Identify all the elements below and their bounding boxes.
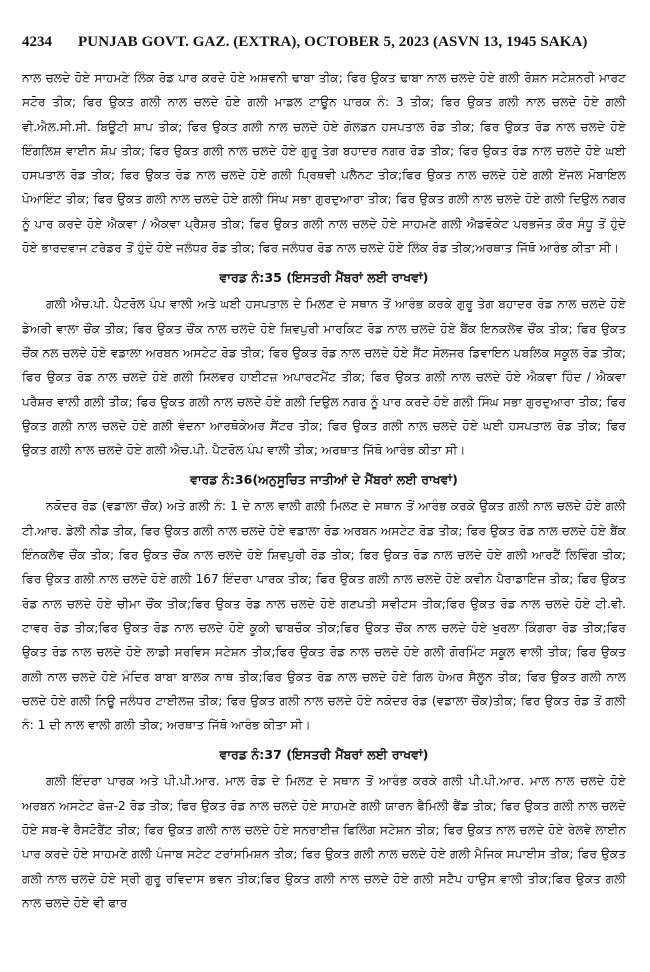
ward-35-heading: ਵਾਰਡ ਨੰ:35 (ਇਸਤਰੀ ਮੈਂਬਰਾਂ ਲਈ ਰਾਖਵਾਂ)	[219, 270, 429, 286]
page-number: 4234	[22, 34, 52, 50]
ward-37-heading: ਵਾਰਡ ਨੰ:37 (ਇਸਤਰੀ ਮੈਂਬਰਾਂ ਲਈ ਰਾਖਵਾਂ)	[219, 747, 429, 763]
ward-36-text: ਨਕੋਦਰ ਰੋਡ (ਵਡਾਲਾ ਚੌਂਕ) ਅਤੇ ਗਲੀ ਨੰ: 1 ਦੇ ਨਾਲ ਵਾਲੀ ਗਲੀ ਮਿਲਣ ਦੇ ਸਥਾਨ ਤੋਂ ਆਰੰਭ ਕਰਕੇ ਉਕਤ ਗਲੀ ਨਾਲ ਚਲਦੇ ਹੋਏ ਗਲੀ ਟੀ.ਆਰ. ਡੇਲੀ ਨੀਡ ਤੀਕ, ਫਿਰ ਉਕਤ ਗਲੀ ਨਾਲ ਚਲਦੇ ਹੋਏ ਵਡਾਲਾ ਰੋਡ ਅਰਬਨ ਅਸਟੇਟ ਰੋਡ ਤੀਕ; ਫਿਰ ਉਕਤ ਰੋਡ ਨਾਲ ਚਲਦੇ ਹੋਏ ਬੈਂਕ ਇੰਨਕਲੇਵ ਚੌਂਕ ਤੀਕ; ਫਿਰ ਉਕਤ ਚੌਂਕ ਨਾਲ ਚਲਦੇ ਹੋਏ ਸ਼ਿਵਪੁਰੀ ਰੋਡ ਤੀਕ; ਫਿਰ ਉਕਤ ਰੋਡ ਨਾਲ ਚਲਦੇ ਹੋਏ ਗਲੀ ਆਰਟੈਂ ਲਿਵਿੰਗ ਤੀਕ; ਫਿਰ ਉਕਤ ਗਲੀ ਨਾਲ ਚਲਦੇ ਹੋਏ ਗਲੀ 167 ਇੰਦਰਾ ਪਾਰਕ ਤੀਕ; ਫਿਰ ਉਕਤ ਗਲੀ ਨਾਲ ਚਲਦੇ ਹੋਏ ਕਵੀਨ ਪੈਰਾਡਾਇਜ ਤੀਕ; ਫਿਰ ਉਕਤ ਰੋਡ ਨਾਲ ਚਲਦੇ ਹੋਏ ਚੀਮਾ ਚੌਂਕ ਤੀਕ;ਫਿਰ ਉਕਤ ਰੋਡ ਨਾਲ ਚਲਦੇ ਹੋਏ ਗਣਪਤੀ ਸਵੀਟਸ ਤੀਕ;ਫਿਰ ਉਕਤ ਰੋਡ ਨਾਲ ਚਲਦੇ ਹੋਏ ਟੀ.ਵੀ. ਟਾਵਰ ਰੋਡ ਤੀਕ;ਫਿਰ ਉਕਤ ਰੋਡ ਨਾਲ ਚਲਦੇ ਹੋਏ ਕੂਕੀ ਢਾਬਚੌਕ ਤੀਕ;ਫਿਰ ਉਕਤ ਚੌਂਕ ਨਾਲ ਚਲਦੇ ਹੋਏ ਖੁਰਲਾ ਕਿੰਗਰਾ ਰੋਡ ਤੀਕ;ਫਿਰ ਉਕਤ ਰੋਡ ਨਾਲ ਚਲਦੇ ਹੋਏ ਲਾਡੀ ਸਰਵਿਸ ਸਟੇਸ਼ਨ ਤੀਕ;ਫਿਰ ਉਕਤ ਰੋਡ ਨਾਲ ਚਲਦੇ ਹੋਏ ਗਲੀ ਗੋਰਮਿੰਟ ਸਕੂਲ ਵਾਲੀ ਤੀਕ; ਫਿਰ ਉਕਤ ਗਲੀ ਨਾਲ ਚਲਦੇ ਹੋਏ ਮੰਦਿਰ ਬਾਬਾ ਬਾਲਕ ਨਾਥ ਤੀਕ;ਫਿਰ ਉਕਤ ਰੋਡ ਨਾਲ ਚਲਦੇ ਹੋਏ ਗਿਲ ਹੇਅਰ ਸੈਲੂਨ ਤੀਕ; ਫਿਰ ਉਕਤ ਗਲੀ ਨਾਲ ਚਲਦੇ ਹੋਏ ਗਲੀ ਨਿਊ ਜਲੰਧਰ ਟਾਈਲਜ਼ ਤੀਕ; ਫਿਰ ਉਕਤ ਗਲੀ ਨਾਲ ਚਲਦੇ ਹੋਏ ਨਕੋਦਰ ਰੋਡ (ਵਡਾਲਾ ਚੌਂਕ)ਤੀਕ; ਫਿਰ ਉਕਤ ਰੋਡ ਤੋਂ ਗਲੀ ਨੰ: 1 ਦੀ ਨਾਲ ਵਾਲੀ ਗਲੀ ਤੀਕ; ਅਰਥਾਤ ਜਿੱਥੋ ਆਰੰਭ ਕੀਤਾ ਸੀ।	[22, 499, 626, 733]
ward-37-text: ਗਲੀ ਇੰਦਰਾ ਪਾਰਕ ਅਤੇ ਪੀ.ਪੀ.ਆਰ. ਮਾਲ ਰੋਡ ਦੇ ਮਿਲਣ ਦੇ ਸਥਾਨ ਤੋਂ ਆਰੰਭ ਕਰਕੇ ਗਲੀ ਪੀ.ਪੀ.ਆਰ. ਮਾਲ ਨਾਲ ਚਲਦੇ ਹੋਏ ਅਰਬਨ ਅਸਟੇਟ ਫੇਜ਼-2 ਰੋਡ ਤੀਕ; ਫਿਰ ਉਕਤ ਰੋਡ ਨਾਲ ਚਲਦੇ ਹੋਏ ਸਾਹਮਣੇ ਗਲੀ ਯਾਰਨ ਫੈਮਿਲੀ ਫੈਂਡ ਤੀਕ; ਫਿਰ ਉਕਤ ਗਲੀ ਨਾਲ ਚਲਦੇ ਹੋਏ ਸਬ-ਵੇ ਰੈਸਟੋਰੈਂਟ ਤੀਕ; ਫਿਰ ਉਕਤ ਗਲੀ ਨਾਲ ਚਲਦੇ ਹੋਏ ਸਨਰਾਈਜ਼ ਫਿਲਿੰਗ ਸਟੇਸ਼ਨ ਤੀਕ; ਫਿਰ ਉਕਤ ਨਾਲ ਚਲਦੇ ਹੋਏ ਰੇਲਵੇ ਲਾਈਨ ਪਾਰ ਕਰਦੇ ਹੋਏ ਸਾਹਮਣੇ ਗਲੀ ਪੰਜਾਬ ਸਟੇਟ ਟਰਾਂਸਮਿਸ਼ਨ ਤੀਕ; ਫਿਰ ਉਕਤ ਗਲੀ ਨਾਲ ਚਲਦੇ ਹੋਏ ਗਲੀ ਮੈਜਿਕ ਸਪਾਈਸ ਤੀਕ; ਫਿਰ ਉਕਤ ਗਲੀ ਨਾਲ ਚਲਦੇ ਹੋਏ ਸ੍ਰੀ ਗੁਰੂ ਰਵਿਦਾਸ ਭਵਨ ਤੀਕ;ਫਿਰ ਉਕਤ ਗਲੀ ਨਾਲ ਚਲਦੇ ਹੋਏ ਗਲੀ ਸਟੈਪ ਹਾਉਸ ਵਾਲੀ ਤੀਕ;ਫਿਰ ਉਕਤ ਗਲੀ ਨਾਲ ਚਲਦੇ ਹੋਏ ਵੀ ਫਾਰ	[22, 774, 626, 910]
running-head: PUNJAB GOVT. GAZ. (EXTRA), OCTOBER 5, 2023 (ASVN 13, 1945 SAKA)	[78, 34, 588, 50]
continuation-paragraph: ਨਾਲ ਚਲਦੇ ਹੋਏ ਸਾਹਮਣੇ ਲਿੰਕ ਰੋਡ ਪਾਰ ਕਰਦੇ ਹੋਏ ਅਸ਼ਵਨੀ ਢਾਬਾ ਤੀਕ; ਫਿਰ ਉਕਤ ਢਾਬਾ ਨਾਲ ਚਲਦੇ ਹੋਏ ਗਲੀ ਰੋਸ਼ਨ ਸਟੇਸ਼ਨਰੀ ਮਾਰਟ ਸਟੋਰ ਤੀਕ; ਫਿਰ ਉਕਤ ਗਲੀ ਨਾਲ ਚਲਦੇ ਹੋਏ ਗਲੀ ਮਾਡਲ ਟਾਊਨ ਪਾਰਕ ਨੰ: 3 ਤੀਕ; ਫਿਰ ਉਕਤ ਗਲੀ ਨਾਲ ਚਲਦੇ ਹੋਏ ਗਲੀ ਵੀ.ਐਲ.ਸੀ.ਸੀ. ਬਿਊਟੀ ਸ਼ਾਪ ਤੀਕ; ਫਿਰ ਉਕਤ ਗਲੀ ਨਾਲ ਚਲਦੇ ਹੋਏ ਗੋਲਡਨ ਹਸਪਤਾਲ ਰੋਡ ਤੀਕ; ਫਿਰ ਉਕਤ ਰੋਡ ਨਾਲ ਚਲਦੇ ਹੋਏ ਇੰਗਲਿਸ਼ ਵਾਈਨ ਸ਼ੋਪ ਤੀਕ; ਫਿਰ ਉਕਤ ਗਲੀ ਨਾਲ ਚਲਦੇ ਹੋਏ ਗੁਰੂ ਤੇਗ ਬਹਾਦਰ ਨਗਰ ਰੋਡ ਤੀਕ; ਫਿਰ ਉਕਤ ਰੋਡ ਨਾਲ ਚਲਦੇ ਹੋਏ ਘਈ ਹਸਪਤਾਲ ਰੋਡ ਤੀਕ; ਫਿਰ ਉਕਤ ਰੋਡ ਨਾਲ ਚਲਦੇ ਹੋਏ ਗਲੀ ਪ੍ਰਿਥਵੀ ਪਲੈਨਟ ਤੀਕ;ਫਿਰ ਉਕਤ ਨਾਲ ਚਲਦੇ ਹੋਏ ਗਲੀ ਏਂਜਲ ਮੋਬਾਇਲ ਪੋਆਇੰਟ ਤੀਕ; ਫਿਰ ਉਕਤ ਗਲੀ ਨਾਲ ਚਲਦੇ ਹੋਏ ਗਲੀ ਸਿੰਘ ਸਭਾ ਗੁਰਦੁਆਰਾ ਤੀਕ; ਫਿਰ ਉਕਤ ਗਲੀ ਨਾਲ ਚਲਦੇ ਹੋਏ ਗਲੀ ਦਿਉਲ ਨਗਰ ਨੂੰ ਪਾਰ ਕਰਦੇ ਹੋਏ ਐਕਵਾ / ਐਕਵਾ ਪ੍ਰੈਸ਼ਰ ਤੀਕ; ਫਿਰ ਉਕਤ ਗਲੀ ਨਾਲ ਚਲਦੇ ਹੋਏ ਸਾਹਮਣੇ ਗਲੀ ਐਡਵੋਕੇਟ ਪਰਭਜੋਤ ਕੌਰ ਸੰਧੂ ਤੋਂ ਹੁੰਦੇ ਹੋਏ ਭਾਰਦਵਾਜ ਟਰੇਡਰ ਤੋਂ ਹੁੰਦੇ ਹੋਏ ਜਲੰਧਰ ਰੋਡ ਤੀਕ; ਫਿਰ ਜਲੰਧਰ ਰੋਡ ਨਾਲ ਚਲਦੇ ਹੋਏ ਲਿੰਕ ਰੋਡ ਤੀਕ;ਅਰਥਾਤ ਜਿੱਥੋ ਆਰੰਭ ਕੀਤਾ ਸੀ।	[22, 71, 626, 256]
page-header	[22, 34, 626, 56]
ward-35-text: ਗਲੀ ਐਚ.ਪੀ. ਪੈਟਰੋਲ ਪੰਪ ਵਾਲੀ ਅਤੇ ਘਈ ਹਸਪਤਾਲ ਦੇ ਮਿਲਣ ਦੇ ਸਥਾਨ ਤੋਂ ਆਰੰਭ ਕਰਕੇ ਗੁਰੂ ਤੇਗ ਬਹਾਦਰ ਰੋਡ ਨਾਲ ਚਲਦੇ ਹੋਏ ਡੇਅਰੀ ਵਾਲਾ ਚੌਂਕ ਤੀਕ; ਫਿਰ ਉਕਤ ਚੌਂਕ ਨਾਲ ਚਲਦੇ ਹੋਏ ਸ਼ਿਵਪੁਰੀ ਮਾਰਕਿਟ ਰੋਡ ਨਾਲ ਚਲਦੇ ਹੋਏ ਬੈਂਕ ਇਨਕਲੇਵ ਚੌਂਕ ਤੀਕ; ਫਿਰ ਉਕਤ ਚੌਂਕ ਨਲ ਚਲਦੇ ਹੋਏ ਵਡਾਲਾ ਅਰਬਨ ਅਸਟੇਟ ਰੋਡ ਤੀਕ; ਫਿਰ ਉਕਤ ਰੋਡ ਨਾਲ ਚਲਦੇ ਹੋਏ ਸੈਂਟ ਸੋਲਜਰ ਡਿਵਾਇਨ ਪਬਲਿਕ ਸਕੂਲ ਰੋਡ ਤੀਕ; ਫਿਰ ਉਕਤ ਰੋਡ ਨਾਲ ਚਲਦੇ ਹੋਏ ਗਲੀ ਸਿਲਵਰ ਹਾਈਟਜ਼ ਅਪਾਰਟਮੈਂਟ ਤੀਕ; ਫਿਰ ਉਕਤ ਗਲੀ ਨਾਲ ਚਲਦੇ ਹੋਏ ਐਕਵਾ ਹਿੰਦ / ਐਕਵਾ ਪਰੈਸ਼ਰ ਵਾਲੀ ਗਲੀ ਤੀਕ; ਫਿਰ ਉਕਤ ਗਲੀ ਨਾਲ ਚਲਦੇ ਹੋਏ ਗਲੀ ਦਿਉਲ ਨਗਰ ਨੂੰ ਪਾਰ ਕਰਦੇ ਹੋਏ ਗਲੀ ਸਿੰਘ ਸਭਾ ਗੁਰਦੁਆਰਾ ਤੀਕ; ਫਿਰ ਉਕਤ ਗਲੀ ਨਾਲ ਚਲਦੇ ਹੋਏ ਗਲੀ ਵੰਦਨਾ ਆਰਥੋਕੇਅਰ ਸੈਂਟਰ ਤੀਕ; ਫਿਰ ਉਕਤ ਗਲੀ ਨਾਲ ਚਲਦੇ ਹੋਏ ਘਈ ਹਸਪਤਾਲ ਰੋਡ ਤੀਕ; ਫਿਰ ਉਕਤ ਗਲੀ ਨਾਲ ਚਲਦੇ ਹੋਏ ਗਲੀ ਐਚ.ਪੀ. ਪੈਟਰੋਲ ਪੰਪ ਵਾਲੀ ਤੀਕ; ਅਰਥਾਤ ਜਿੱਥੋ ਆਰੰਭ ਕੀਤਾ ਸੀ।	[22, 297, 626, 458]
ward-36-heading: ਵਾਰਡ ਨੰ:36(ਅਨੁਸੂਚਿਤ ਜਾਤੀਆਂ ਦੇ ਮੈਂਬਰਾਂ ਲਈ ਰਾਖਵਾਂ)	[190, 472, 458, 488]
